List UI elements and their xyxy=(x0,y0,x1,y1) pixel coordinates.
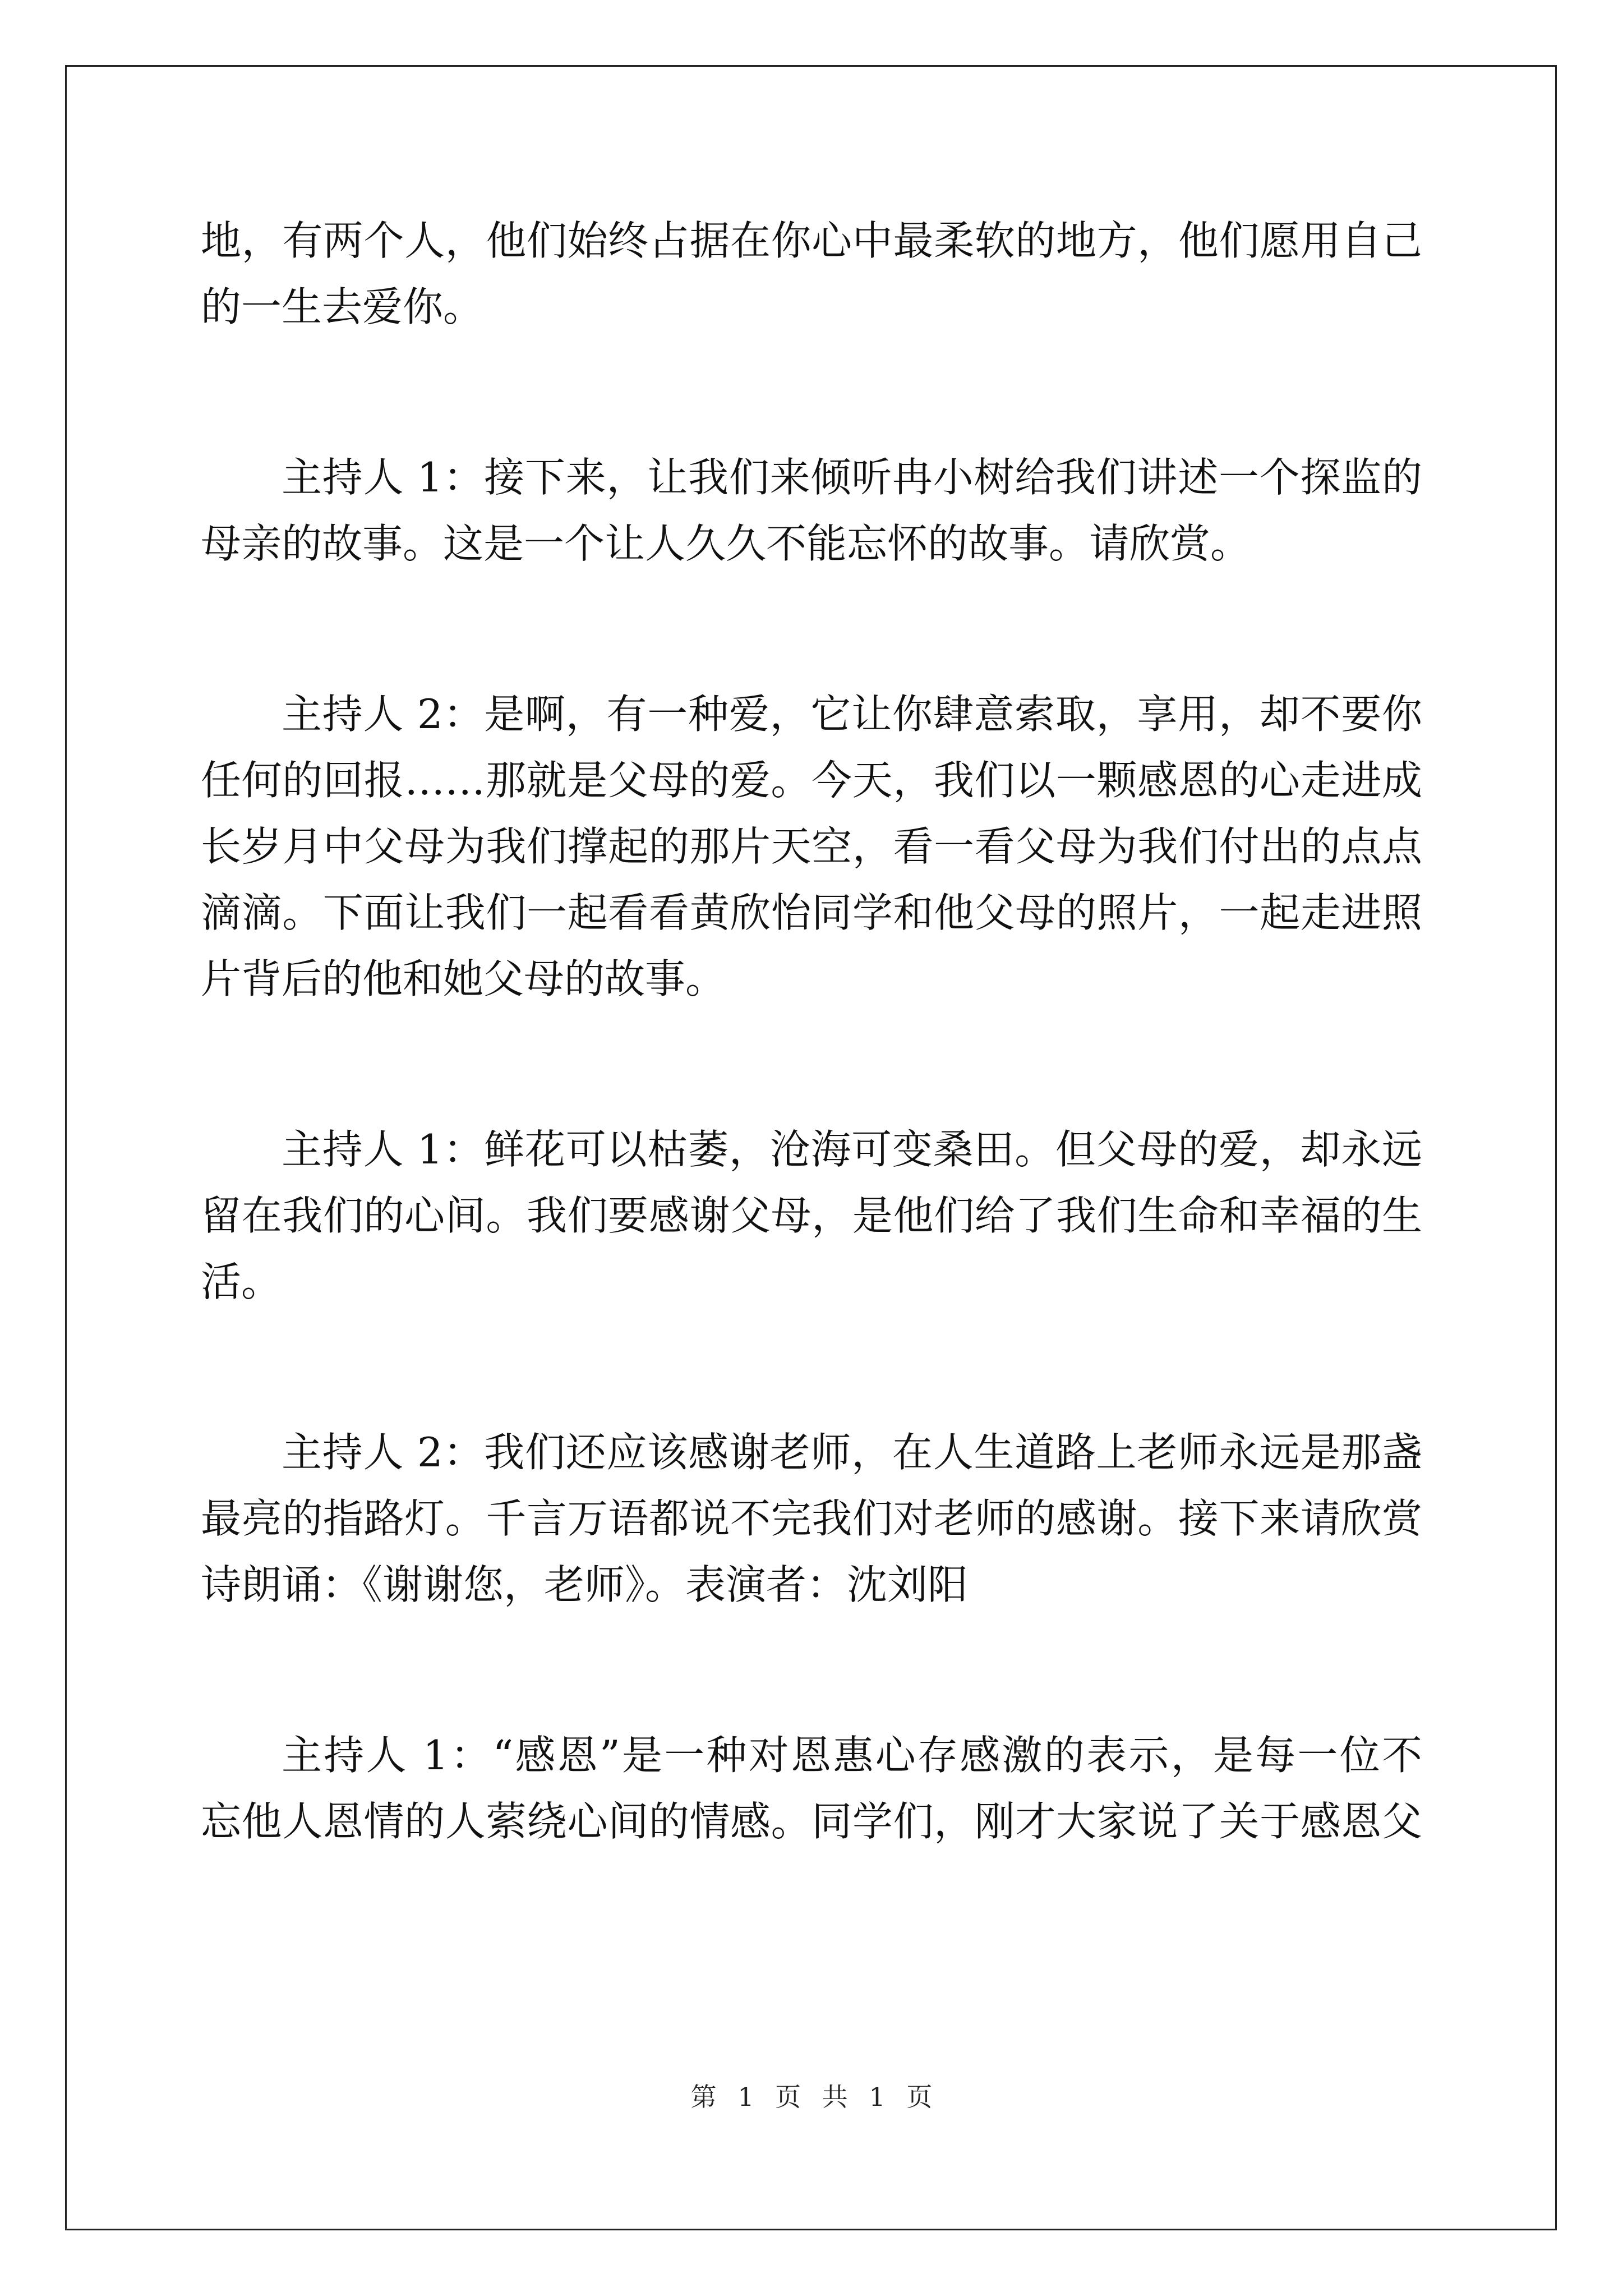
text-line: 留在我们的心间。我们要感谢父母，是他们给了我们生命和幸福的生 xyxy=(201,1192,1422,1239)
page-footer: 第 1 页 共 1 页 xyxy=(690,2082,933,2112)
text-line: 主持人 1：“感恩”是一种对恩惠心存感激的表示，是每一位不 xyxy=(282,1732,1422,1779)
text-line: 任何的回报……那就是父母的爱。今天，我们以一颗感恩的心走进成 xyxy=(201,757,1422,804)
text-line: 主持人 2：我们还应该感谢老师，在人生道路上老师永远是那盏 xyxy=(282,1429,1422,1476)
text-line: 活。 xyxy=(201,1258,282,1305)
text-line: 母亲的故事。这是一个让人久久不能忘怀的故事。请欣赏。 xyxy=(201,520,1251,567)
text-line: 片背后的他和她父母的故事。 xyxy=(201,955,726,1002)
text-line: 忘他人恩情的人萦绕心间的情感。同学们，刚才大家说了关于感恩父 xyxy=(201,1798,1422,1845)
text-line: 最亮的指路灯。千言万语都说不完我们对老师的感谢。接下来请欣赏 xyxy=(201,1495,1422,1542)
text-line: 滴滴。下面让我们一起看看黄欣怡同学和他父母的照片，一起走进照 xyxy=(201,889,1422,936)
text-line: 主持人 1：鲜花可以枯萎，沧海可变桑田。但父母的爱，却永远 xyxy=(282,1126,1422,1173)
text-line: 地，有两个人，他们始终占据在你心中最柔软的地方，他们愿用自己 xyxy=(201,217,1422,264)
text-line: 主持人 1：接下来，让我们来倾听冉小树给我们讲述一个探监的 xyxy=(282,454,1422,501)
text-line: 诗朗诵：《谢谢您，老师》。表演者：沈刘阳 xyxy=(201,1561,969,1608)
text-line: 长岁月中父母为我们撑起的那片天空，看一看父母为我们付出的点点 xyxy=(201,823,1422,870)
document-body xyxy=(201,208,1422,1855)
text-line: 的一生去爱你。 xyxy=(201,283,484,330)
text-line: 主持人 2：是啊，有一种爱，它让你肆意索取，享用，却不要你 xyxy=(282,691,1422,738)
